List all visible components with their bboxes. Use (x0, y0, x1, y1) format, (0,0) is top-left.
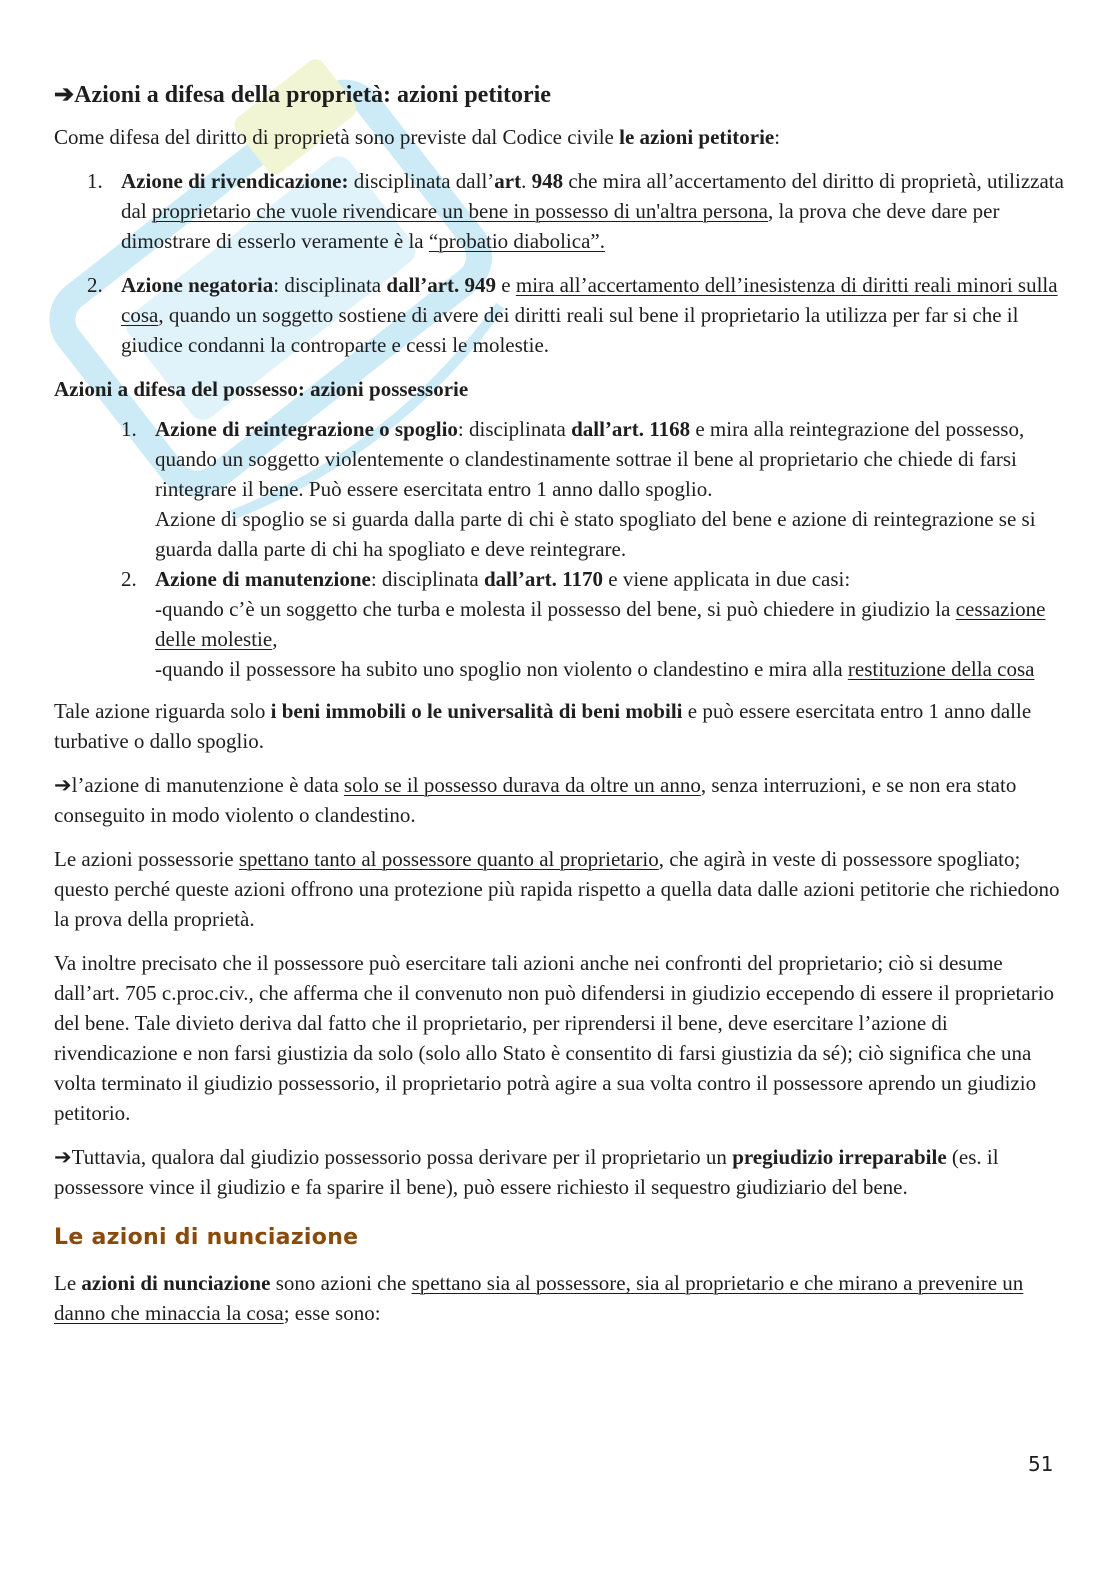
paragraph-tuttavia: ➔Tuttavia, qualora dal giudizio possessorio possa derivare per il proprietario un pregiudizio irreparabile (es. il possessore vince il giudizio e fa sparire il bene), può essere richiesto il sequestro giudiziario del bene. (54, 1145, 999, 1199)
arrow-right-icon: ➔ (54, 1145, 72, 1169)
paragraph-nunciazione: Le azioni di nunciazione sono azioni che spettano sia al possessore, sia al proprietario e che mirano a prevenire un danno che minaccia la cosa; esse sono: (54, 1271, 1024, 1325)
list-item: 1. Azione di reintegrazione o spoglio: disciplinata dall’art. 1168 e mira alla reintegrazione del possesso, quando un soggetto violentemente o clandestinamente sottrae il bene al proprietario che chiede di farsi rintegrare il bene. Può essere esercitata entro 1 anno dallo spoglio. Azione di spoglio se si guarda dalla parte di chi è stato spogliato del bene e azione di reintegrazione se si guarda dalla parte di chi ha spogliato e deve reintegrare. (121, 417, 1036, 561)
page-content (54, 78, 1064, 1342)
page-number: 51 (1028, 1452, 1054, 1476)
arrow-right-icon: ➔ (54, 773, 72, 797)
paragraph-manutenzione-note: ➔l’azione di manutenzione è data solo se il possesso durava da oltre un anno, senza interruzioni, e se non era stato conseguito in modo violento o clandestino. (54, 773, 1017, 827)
possessorie-list (54, 414, 1064, 684)
paragraph-inoltre: Va inoltre precisato che il possessore può esercitare tali azioni anche nei confronti del proprietario; ciò si desume dall’art. 705 c.proc.civ., che afferma che il convenuto non può difendersi in giudizio eccependo di essere il proprietario del bene. Tale divieto deriva dal fatto che il proprietario, per riprendersi il bene, deve esercitare l’azione di rivendicazione e non farsi giustizia da solo (solo allo Stato è consentito di farsi giustizia da sé); ciò significa che una volta terminato il giudizio possessorio, il proprietario potrà agire a sua volta contro il possessore aprendo un giudizio petitorio. (54, 951, 1055, 1125)
section-heading-nunciazione: Le azioni di nunciazione (54, 1225, 359, 1250)
section-heading-petitorie: ➔Azioni a difesa della proprietà: azioni petitorie (54, 82, 551, 108)
paragraph-tale: Tale azione riguarda solo i beni immobili o le universalità di beni mobili e può essere esercitata entro 1 anno dalle turbative o dallo spoglio. (54, 699, 1032, 753)
intro-paragraph: Come difesa del diritto di proprietà sono previste dal Codice civile le azioni petitorie: (54, 125, 781, 149)
paragraph-spettano: Le azioni possessorie spettano tanto al possessore quanto al proprietario, che agirà in veste di possessore spogliato; questo perché queste azioni offrono una protezione più rapida rispetto a quella data dalle azioni petitorie che richiedono la prova della proprietà. (54, 847, 1060, 931)
list-item: 2. Azione negatoria: disciplinata dall’art. 949 e mira all’accertamento dell’inesistenza di diritti reali minori sulla cosa, quando un soggetto sostiene di avere dei diritti reali sul bene il proprietario la utilizza per far si che il giudice condanni la controparte e cessi le molestie. (87, 273, 1058, 357)
petitorie-list (54, 166, 1064, 360)
list-item: 2. Azione di manutenzione: disciplinata dall’art. 1170 e viene applicata in due casi: -quando c’è un soggetto che turba e molesta il possesso del bene, si può chiedere in giudizio la cessazione delle molestie, -quando il possessore ha subito uno spoglio non violento o clandestino e mira alla restituzione della cosa (121, 567, 1046, 681)
arrow-right-icon: ➔ (54, 82, 75, 108)
list-item: 1. Azione di rivendicazione: disciplinata dall’art. 948 che mira all’accertamento del diritto di proprietà, utilizzata dal proprietario che vuole rivendicare un bene in possesso di un'altra persona, la prova che deve dare per dimostrare di esserlo veramente è la “probatio diabolica”. (87, 169, 1064, 253)
section-heading-possessorie: Azioni a difesa del possesso: azioni possessorie (54, 377, 469, 401)
